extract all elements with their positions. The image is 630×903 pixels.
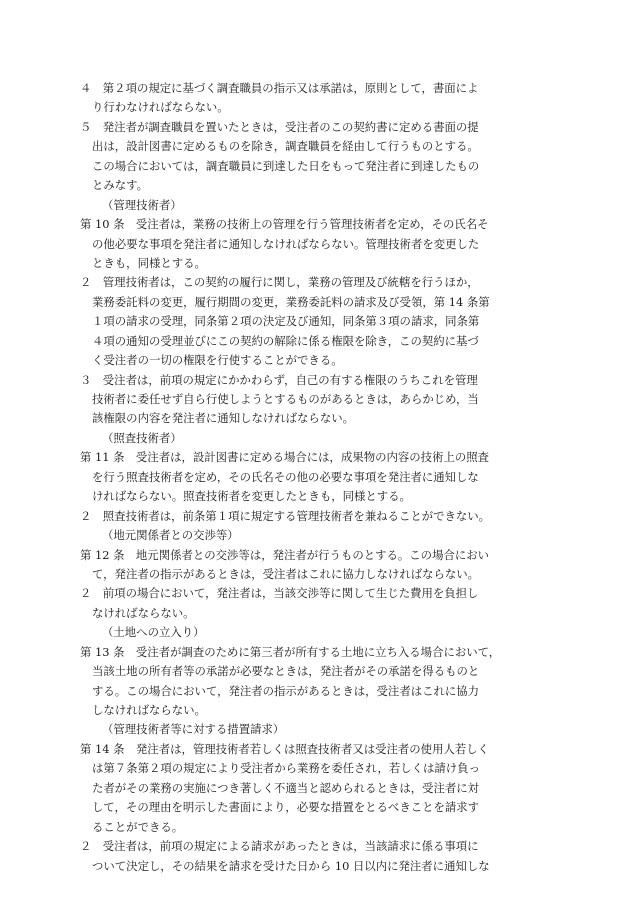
text-line: り行わなければならない。 bbox=[92, 100, 229, 115]
document-body bbox=[80, 79, 554, 876]
text-line: （管理技術者） bbox=[102, 197, 182, 212]
text-line: を行う照査技術者を定め，その氏名その他の必要な事項を発注者に通知しな bbox=[92, 469, 479, 484]
text-line: ときも，同様とする。 bbox=[92, 255, 206, 270]
text-line: して，その理由を明示した書面により，必要な措置をとるべきことを請求す bbox=[92, 800, 480, 815]
text-line: 当該土地の所有者等の承諾が必要なときは，発注者がその承諾を得るものと bbox=[92, 664, 480, 679]
text-line: は第７条第２項の規定により受注者から業務を委任され，若しくは請け負っ bbox=[92, 761, 480, 776]
text-line: １項の請求の受理，同条第２項の決定及び通知，同条第３項の請求，同条第 bbox=[92, 314, 480, 329]
text-line: 第 14 条 発注者は，管理技術者若しくは照査技術者又は受注者の使用人若しく bbox=[80, 741, 490, 756]
text-line: ４項の通知の受理並びにこの契約の解除に係る権限を除き，この契約に基づ bbox=[92, 333, 479, 348]
text-line: ５ 発注者が調査職員を置いたときは，受注者のこの契約書に定める書面の提 bbox=[80, 119, 479, 134]
text-line: ることができる。 bbox=[92, 819, 184, 834]
text-line: た者がその業務の実施につき著しく不適当と認められるときは，受注者に対 bbox=[92, 780, 480, 795]
text-line: 業務委託料の変更，履行期間の変更，業務委託料の請求及び受領，第 14 条第 bbox=[92, 294, 490, 309]
text-line: （土地への立入り） bbox=[102, 625, 205, 640]
text-line: 第 11 条 受注者は，設計図書に定める場合には，成果物の内容の技術上の照査 bbox=[80, 450, 490, 465]
text-line: く受注者の一切の権限を行使することができる。 bbox=[92, 353, 343, 368]
text-line: の他必要な事項を発注者に通知しなければならない。管理技術者を変更した bbox=[92, 236, 480, 251]
text-line: 第 13 条 受注者が調査のために第三者が所有する土地に立ち入る場合において， bbox=[80, 644, 501, 659]
text-line: する。この場合において，発注者の指示があるときは，受注者はこれに協力 bbox=[92, 683, 480, 698]
text-line: ２ 受注者は，前項の規定による請求があったときは，当該請求に係る事項に bbox=[80, 839, 479, 854]
text-line: 出は，設計図書に定めるものを除き，調査職員を経由して行うものとする。 bbox=[92, 139, 479, 154]
text-line: しなければならない。 bbox=[92, 703, 206, 717]
text-line: ければならない。照査技術者を変更したときも，同様とする。 bbox=[92, 489, 411, 504]
text-line: ２ 前項の場合において，発注者は，当該交渉等に関して生じた費用を負担し bbox=[80, 586, 479, 601]
text-line: （地元関係者との交渉等） bbox=[102, 528, 239, 543]
text-line: （管理技術者等に対する措置請求） bbox=[102, 722, 285, 737]
text-line: ３ 受注者は，前項の規定にかかわらず，自己の有する権限のうちこれを管理 bbox=[80, 372, 478, 387]
text-line: なければならない。 bbox=[92, 605, 195, 620]
text-line: て，発注者の指示があるときは，受注者はこれに協力しなければならない。 bbox=[92, 566, 480, 581]
text-line: 該権限の内容を発注者に通知しなければならない。 bbox=[92, 411, 354, 426]
text-line: ２ 照査技術者は，前条第１項に規定する管理技術者を兼ねることができない。 bbox=[80, 508, 491, 523]
text-line: この場合においては，調査職員に到達した日をもって発注者に到達したもの bbox=[92, 158, 480, 173]
text-line: 第 10 条 受注者は，業務の技術上の管理を行う管理技術者を定め，その氏名そ bbox=[80, 217, 489, 232]
text-line: （照査技術者） bbox=[102, 430, 182, 445]
text-line: 技術者に委任せず自ら行使しようとするものがあるときは，あらかじめ，当 bbox=[92, 392, 479, 406]
text-line: とみなす。 bbox=[92, 178, 149, 193]
text-line: 第 12 条 地元関係者との交渉等は，発注者が行うものとする。この場合におい bbox=[80, 547, 490, 562]
text-line: ４ 第２項の規定に基づく調査職員の指示又は承諾は，原則として，書面によ bbox=[80, 81, 479, 95]
text-line: ２ 管理技術者は，この契約の履行に関し，業務の管理及び統轄を行うほか， bbox=[80, 275, 479, 290]
text-line: ついて決定し，その結果を請求を受けた日から 10 日以内に発注者に通知しな bbox=[92, 858, 490, 873]
